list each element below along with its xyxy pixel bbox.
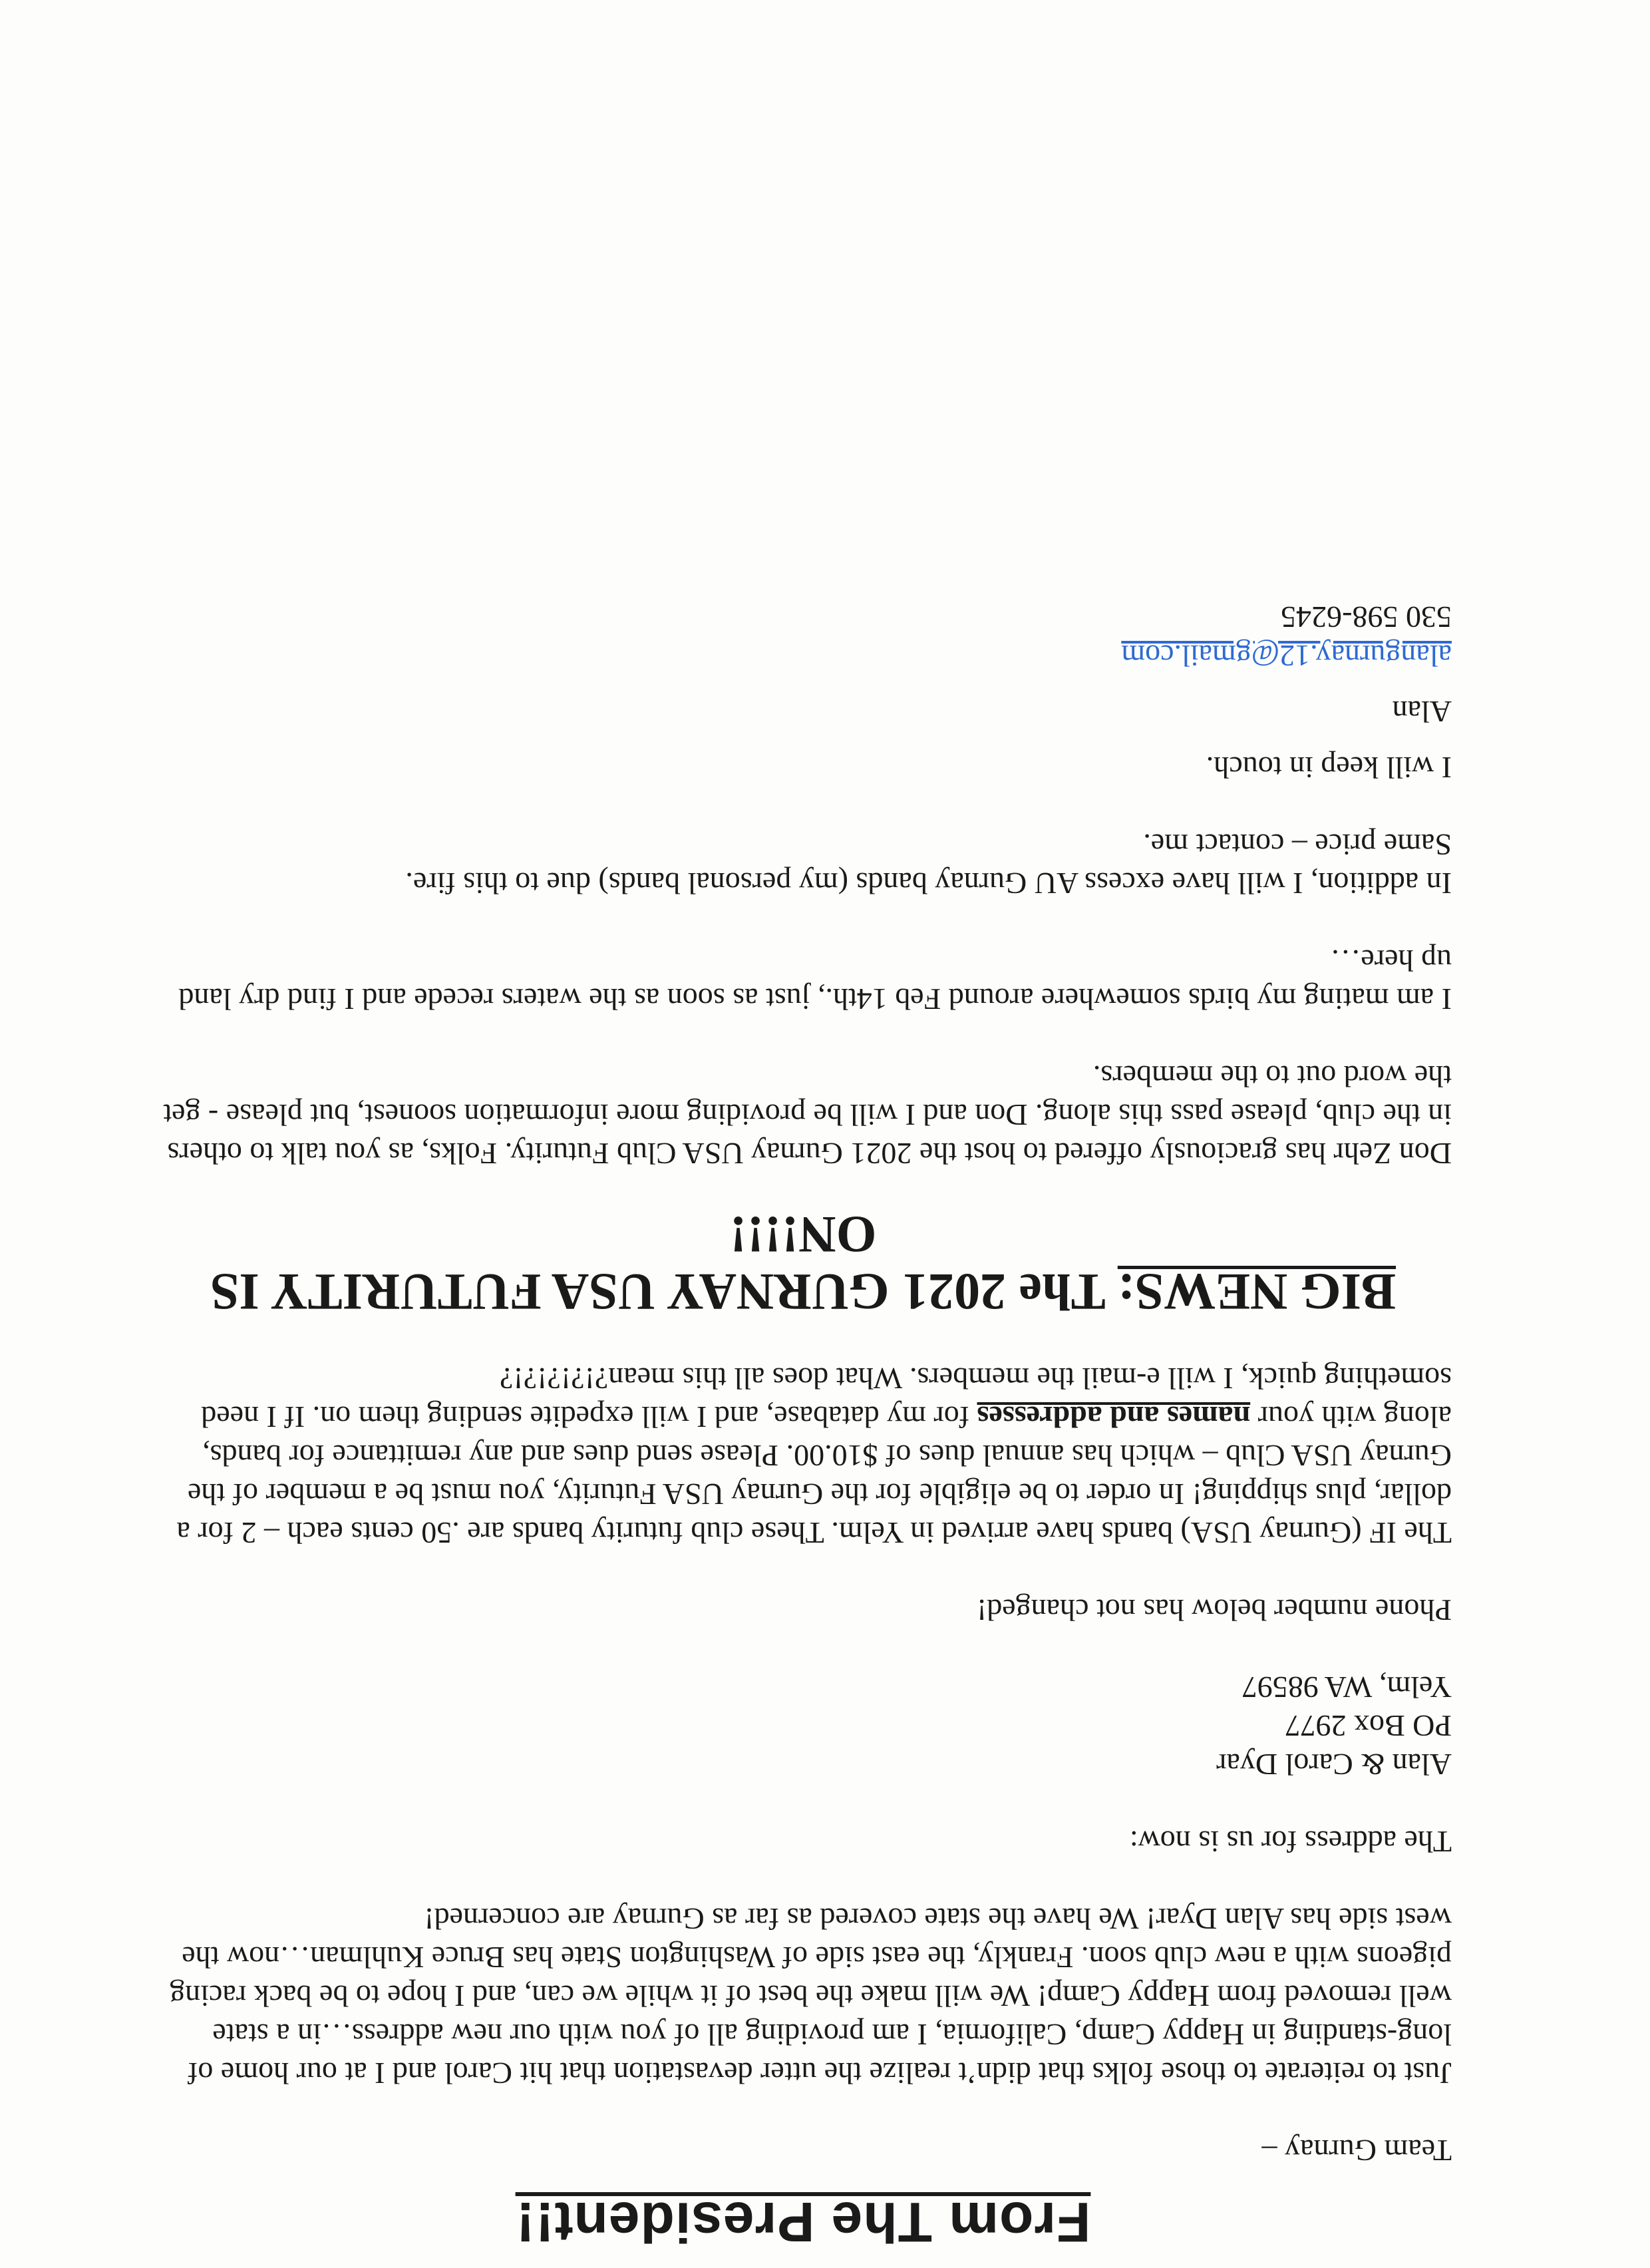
email-link[interactable]: alangurnay.12@gmail.com xyxy=(1121,639,1452,673)
address-line-3: Yelm, WA 98597 xyxy=(1241,1670,1452,1704)
phone-number: 530 598-6245 xyxy=(1281,600,1452,634)
address-line-1: Alan & Carol Dyar xyxy=(1216,1748,1452,1782)
excess-bands-line: In addition, I will have excess AU Gurnay bands (my personal bands) due to this fire. xyxy=(405,866,1452,900)
contact-block xyxy=(154,598,1452,675)
names-addresses-emphasis: names and addresses xyxy=(977,1400,1251,1434)
big-news-lead: BIG NEWS: xyxy=(1117,1263,1397,1321)
paragraph-devastation: Just to reiterate to those folks that didn’t realize the utter devastation that hit Carol and I at our home of long-standing in Happy Camp, California, I am providing all of you with our new address…in a state well removed from Happy Camp! We will make the best of it while we can, and I hope to be back racing pigeons with a new club soon. Frankly, the east side of Washington State has Bruce Kuhlman…now the west side has Alan Dyar! We have the state covered as far as Gurnay are concerned! xyxy=(170,1902,1452,2090)
signoff-name: Alan xyxy=(1392,695,1452,729)
mailing-address xyxy=(154,1668,1452,1784)
phone-note: Phone number below has not changed! xyxy=(976,1593,1452,1627)
bands-text-1: The IF (Gurnay USA) bands have arrived in Yelm. These club futurity bands are .50 cents each – 2 for a dollar, plus shipping! In order to be eligible for the Gurnay USA Futurity, you must be a member of the Gurnay USA Club – which has annual dues of $10.00. Please send dues and any remittance for bands, along with your xyxy=(176,1400,1452,1550)
paragraph-futurity-host: Don Zehr has graciously offered to host the 2021 Gurnay USA Club Futurity. Folks, as you talk to others in the club, please pass this along. Don and I will be providing more information soonest, but please - get the word out to the members. xyxy=(163,1059,1452,1171)
paragraph-mating: I am mating my birds somewhere around Feb 14th., just as soon as the waters recede and I find dry land up here… xyxy=(178,944,1452,1016)
keep-in-touch: I will keep in touch. xyxy=(1206,751,1452,785)
same-price-line: Same price – contact me. xyxy=(1143,828,1452,862)
big-news-rest: The 2021 GURNAY USA FUTURITY IS ON!!!! xyxy=(210,1206,1118,1321)
address-line-2: PO Box 2977 xyxy=(1285,1709,1452,1743)
address-intro: The address for us is now: xyxy=(1129,1825,1452,1859)
paragraph-bands xyxy=(154,1359,1452,1552)
big-news-headline xyxy=(154,1206,1452,1320)
greeting: Team Gurnay – xyxy=(1261,2134,1452,2168)
page-title: From The President!! xyxy=(515,2191,1091,2253)
bands-text-2: for my database, and I will expedite sending them on. If I need something quick, I will e-mail the members. What does all this mean?!?!?!?!? xyxy=(201,1362,1452,1434)
letter-body xyxy=(154,598,1452,2253)
